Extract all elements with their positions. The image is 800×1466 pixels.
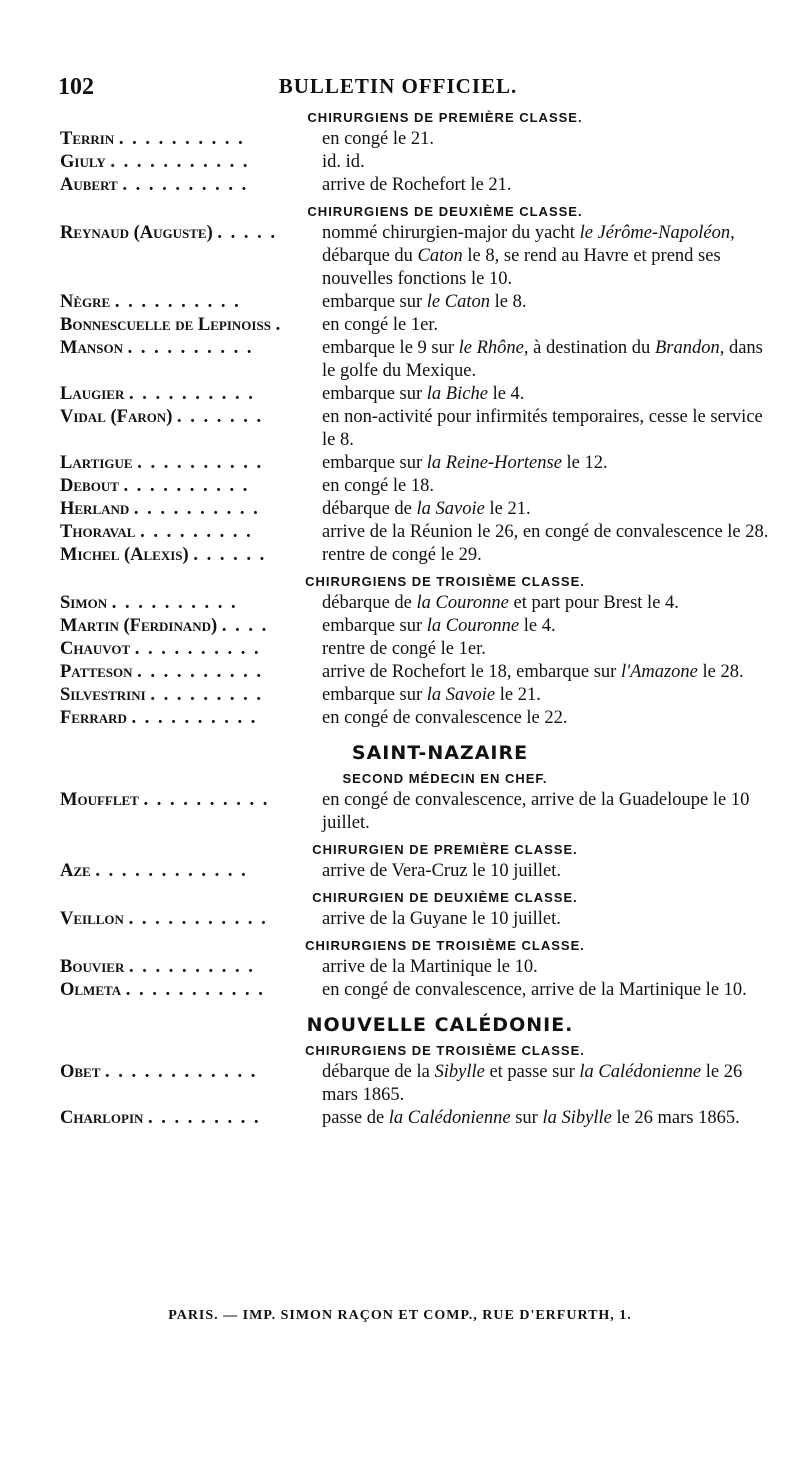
roster-entry bbox=[60, 406, 770, 452]
leader-dots: . . . . . . . . . . bbox=[128, 384, 255, 404]
text-part: en congé de convalescence, arrive de la Guadeloupe le 10 juillet. bbox=[322, 790, 750, 833]
entry-name-column bbox=[60, 684, 322, 707]
ship-name: la Reine-Hortense bbox=[426, 453, 562, 473]
entry-name-column bbox=[60, 1107, 322, 1130]
leader-dots: . . . . . . . . . . . bbox=[128, 909, 268, 929]
text-part: le 21. bbox=[495, 685, 541, 705]
entry-name-column bbox=[60, 707, 322, 730]
ship-name: l'Amazone bbox=[620, 662, 698, 682]
roster-entry bbox=[60, 684, 770, 707]
leader-dots: . . . . . . . . . . bbox=[134, 639, 261, 659]
ship-name: la Sibylle bbox=[542, 1108, 612, 1128]
ship-name: le Jérôme-Napoléon bbox=[579, 223, 731, 243]
roster-entry bbox=[60, 1061, 770, 1107]
roster-section bbox=[60, 1014, 770, 1130]
ship-name: le Rhône bbox=[458, 338, 524, 358]
text-part: embarque sur bbox=[322, 292, 427, 312]
entry-text bbox=[322, 314, 770, 337]
leader-dots: . . . . . . . bbox=[177, 407, 264, 427]
leader-dots: . . . . . . . . . . . bbox=[125, 980, 265, 1000]
text-part: embarque sur bbox=[322, 453, 427, 473]
entry-name-column bbox=[60, 498, 322, 521]
person-name: Olmeta bbox=[60, 980, 122, 1000]
text-part: arrive de la Guyane le 10 juillet. bbox=[322, 909, 561, 929]
ship-name: Caton bbox=[417, 246, 463, 266]
person-name: Terrin bbox=[60, 129, 115, 149]
text-part: , débarque du bbox=[322, 223, 735, 266]
ship-name: la Couronne bbox=[426, 616, 520, 636]
roster-section bbox=[60, 938, 770, 1002]
entry-name-column bbox=[60, 979, 322, 1002]
entry-text bbox=[322, 498, 770, 521]
entry-text bbox=[322, 291, 770, 314]
person-name: Martin (Ferdinand) bbox=[60, 616, 218, 636]
person-name: Patteson bbox=[60, 662, 133, 682]
person-name: Bonnescuelle de Lepinoiss bbox=[60, 315, 271, 335]
person-name: Charlopin bbox=[60, 1108, 144, 1128]
ship-name: la Savoie bbox=[416, 499, 485, 519]
leader-dots: . . . . . . bbox=[193, 545, 267, 565]
roster-entry bbox=[60, 291, 770, 314]
text-part: id. id. bbox=[322, 152, 365, 172]
entry-name-column bbox=[60, 475, 322, 498]
text-part: embarque sur bbox=[322, 384, 427, 404]
entry-name-column bbox=[60, 860, 322, 883]
section-heading: CHIRURGIEN DE DEUXIÈME CLASSE. bbox=[312, 890, 578, 905]
ship-name: la Savoie bbox=[426, 685, 496, 705]
person-name: Simon bbox=[60, 593, 108, 613]
leader-dots: . . . . . . . . . . . bbox=[110, 152, 250, 172]
entry-text bbox=[322, 661, 770, 684]
entry-name-column bbox=[60, 291, 322, 314]
entry-name-column bbox=[60, 956, 322, 979]
roster-entry bbox=[60, 128, 770, 151]
roster-section bbox=[60, 842, 770, 883]
entry-text bbox=[322, 406, 770, 452]
place-heading: SAINT-NAZAIRE bbox=[351, 742, 529, 764]
ship-name: la Calédonienne bbox=[388, 1108, 511, 1128]
leader-dots: . . . . . . . . . . . . bbox=[105, 1062, 258, 1082]
entry-name-column bbox=[60, 314, 322, 337]
roster-entry bbox=[60, 638, 770, 661]
entry-text bbox=[322, 128, 770, 151]
roster-entry bbox=[60, 544, 770, 567]
page-number: 102 bbox=[58, 74, 94, 100]
person-name: Thoraval bbox=[60, 522, 136, 542]
entry-name-column bbox=[60, 452, 322, 475]
leader-dots: . . . . . . . . . bbox=[140, 522, 253, 542]
text-part: le 26 mars 1865. bbox=[611, 1108, 740, 1128]
leader-dots: . . . . . . . . . . bbox=[137, 453, 264, 473]
entry-name-column bbox=[60, 174, 322, 197]
entry-text bbox=[322, 684, 770, 707]
section-heading: CHIRURGIENS DE PREMIÈRE CLASSE. bbox=[307, 110, 583, 125]
entry-name-column bbox=[60, 406, 322, 429]
person-name: Moufflet bbox=[60, 790, 139, 810]
text-part: le 8, se rend au Havre et prend ses nouvelles fonctions le 10. bbox=[322, 246, 721, 289]
section-heading: CHIRURGIENS DE TROISIÈME CLASSE. bbox=[305, 574, 585, 589]
roster-entry bbox=[60, 615, 770, 638]
text-part: embarque sur bbox=[322, 685, 427, 705]
entry-name-column bbox=[60, 337, 322, 360]
roster-entry bbox=[60, 521, 770, 544]
entry-name-column bbox=[60, 521, 322, 544]
entry-text bbox=[322, 337, 770, 383]
ship-name: la Couronne bbox=[416, 593, 509, 613]
text-part: et part pour Brest le 4. bbox=[508, 593, 679, 613]
text-part: le 28. bbox=[697, 662, 744, 682]
leader-dots: . . . . . . . . . . bbox=[137, 662, 263, 682]
entry-text bbox=[322, 1107, 770, 1130]
entry-text bbox=[322, 151, 770, 174]
leader-dots: . . . . . . . . . bbox=[148, 1108, 261, 1128]
printer-imprint: PARIS. — IMP. SIMON RAÇON ET COMP., RUE D'ERFURTH, 1. bbox=[168, 1308, 632, 1323]
entry-name-column bbox=[60, 544, 322, 567]
text-part: le 4. bbox=[487, 384, 525, 404]
person-name: Giuly bbox=[60, 152, 106, 172]
person-name: Aubert bbox=[60, 175, 118, 195]
text-part: rentre de congé le 1er. bbox=[322, 639, 486, 659]
person-name: Veillon bbox=[60, 909, 124, 929]
roster-entry bbox=[60, 860, 770, 883]
roster-entry bbox=[60, 498, 770, 521]
person-name: Ferrard bbox=[60, 708, 127, 728]
person-name: Obet bbox=[60, 1062, 101, 1082]
entry-text bbox=[322, 789, 770, 835]
section-heading: CHIRURGIENS DE TROISIÈME CLASSE. bbox=[305, 938, 585, 953]
roster-entry bbox=[60, 908, 770, 931]
leader-dots: . . . . . . . . . . bbox=[131, 708, 258, 728]
entry-text bbox=[322, 707, 770, 730]
text-part: rentre de congé le 29. bbox=[322, 545, 482, 565]
entry-name-column bbox=[60, 1061, 322, 1084]
roster-entry bbox=[60, 1107, 770, 1130]
text-part: , à destination du bbox=[523, 338, 655, 358]
roster-section bbox=[60, 204, 770, 567]
roster-entry bbox=[60, 789, 770, 835]
text-part: le 21. bbox=[484, 499, 531, 519]
section-heading: CHIRURGIENS DE TROISIÈME CLASSE. bbox=[305, 1043, 585, 1058]
person-name: Reynaud (Auguste) bbox=[60, 223, 213, 243]
person-name: Herland bbox=[60, 499, 130, 519]
text-part: embarque le 9 sur bbox=[322, 338, 459, 358]
roster-entry bbox=[60, 222, 770, 291]
entry-name-column bbox=[60, 151, 322, 174]
text-part: embarque sur bbox=[322, 616, 427, 636]
entry-text bbox=[322, 979, 770, 1002]
roster-entry bbox=[60, 979, 770, 1002]
roster-section bbox=[60, 742, 770, 835]
text-part: passe de bbox=[322, 1108, 389, 1128]
text-part: en congé le 21. bbox=[322, 129, 434, 149]
entry-text bbox=[322, 521, 770, 544]
person-name: Bouvier bbox=[60, 957, 125, 977]
entry-text bbox=[322, 908, 770, 931]
leader-dots: . . . . . . . . . . bbox=[111, 593, 238, 613]
entry-name-column bbox=[60, 128, 322, 151]
text-part: , dans le golfe du Mexique. bbox=[322, 338, 763, 381]
entry-text bbox=[322, 956, 770, 979]
text-part: arrive de Vera-Cruz le 10 juillet. bbox=[322, 861, 562, 881]
roster-entry bbox=[60, 314, 770, 337]
leader-dots: . . . . . . . . . . bbox=[114, 292, 241, 312]
text-part: en congé de convalescence le 22. bbox=[322, 708, 568, 728]
text-part: en congé de convalescence, arrive de la Martinique le 10. bbox=[322, 980, 747, 1000]
text-part: le 4. bbox=[519, 616, 556, 636]
roster-section bbox=[60, 574, 770, 730]
roster-section bbox=[60, 890, 770, 931]
person-name: Nègre bbox=[60, 292, 111, 312]
entry-name-column bbox=[60, 222, 322, 245]
running-title: BULLETIN OFFICIEL. bbox=[278, 74, 518, 98]
entry-name-column bbox=[60, 661, 322, 684]
text-part: arrive de la Martinique le 10. bbox=[322, 957, 538, 977]
text-part: en non-activité pour infirmités temporaires, cesse le service le 8. bbox=[322, 407, 763, 450]
entry-text bbox=[322, 475, 770, 498]
text-part: débarque de bbox=[322, 499, 417, 519]
entry-name-column bbox=[60, 789, 322, 812]
entry-name-column bbox=[60, 615, 322, 638]
entry-name-column bbox=[60, 638, 322, 661]
text-part: et passe sur bbox=[484, 1062, 580, 1082]
text-part: le 8. bbox=[490, 292, 527, 312]
leader-dots: . . . . . . . . . . bbox=[127, 338, 254, 358]
text-part: nommé chirurgien-major du yacht bbox=[322, 223, 580, 243]
entry-text bbox=[322, 222, 770, 291]
text-part: arrive de Rochefort le 18, embarque sur bbox=[322, 662, 621, 682]
entry-text bbox=[322, 592, 770, 615]
entry-text bbox=[322, 638, 770, 661]
leader-dots: . . . . . . . . . . bbox=[143, 790, 270, 810]
entry-text bbox=[322, 615, 770, 638]
roster-section bbox=[60, 110, 770, 197]
roster-entry bbox=[60, 956, 770, 979]
entry-text bbox=[322, 860, 770, 883]
document-body bbox=[60, 110, 770, 1130]
roster-entry bbox=[60, 452, 770, 475]
text-part: arrive de Rochefort le 21. bbox=[322, 175, 512, 195]
leader-dots: . . . . . bbox=[217, 223, 277, 243]
leader-dots: . . . . . . . . . . bbox=[122, 175, 249, 195]
leader-dots: . . . . . . . . . . bbox=[118, 129, 245, 149]
roster-entry bbox=[60, 707, 770, 730]
section-heading: CHIRURGIENS DE DEUXIÈME CLASSE. bbox=[307, 204, 583, 219]
person-name: Lartigue bbox=[60, 453, 133, 473]
text-part: en congé le 18. bbox=[322, 476, 434, 496]
entry-text bbox=[322, 544, 770, 567]
entry-text bbox=[322, 383, 770, 406]
text-part: débarque de bbox=[322, 593, 417, 613]
roster-entry bbox=[60, 592, 770, 615]
person-name: Silvestrini bbox=[60, 685, 146, 705]
leader-dots: . bbox=[275, 315, 283, 335]
section-heading: SECOND MÉDECIN EN CHEF. bbox=[342, 771, 548, 786]
entry-name-column bbox=[60, 592, 322, 615]
leader-dots: . . . . . . . . . . . . bbox=[95, 861, 248, 881]
leader-dots: . . . . bbox=[221, 616, 269, 636]
section-heading: CHIRURGIEN DE PREMIÈRE CLASSE. bbox=[312, 842, 578, 857]
roster-entry bbox=[60, 661, 770, 684]
roster-entry bbox=[60, 383, 770, 406]
text-part: le 26 mars 1865. bbox=[322, 1062, 743, 1105]
ship-name: Sibylle bbox=[434, 1062, 485, 1082]
person-name: Michel (Alexis) bbox=[60, 545, 189, 565]
roster-entry bbox=[60, 174, 770, 197]
person-name: Vidal (Faron) bbox=[60, 407, 173, 427]
ship-name: le Caton bbox=[426, 292, 491, 312]
person-name: Debout bbox=[60, 476, 119, 496]
person-name: Aze bbox=[60, 861, 91, 881]
leader-dots: . . . . . . . . . bbox=[150, 685, 263, 705]
entry-text bbox=[322, 452, 770, 475]
ship-name: la Calédonienne bbox=[579, 1062, 702, 1082]
roster-entry bbox=[60, 151, 770, 174]
leader-dots: . . . . . . . . . . bbox=[133, 499, 260, 519]
text-part: débarque de la bbox=[322, 1062, 435, 1082]
roster-entry bbox=[60, 475, 770, 498]
ship-name: Brandon bbox=[654, 338, 720, 358]
entry-name-column bbox=[60, 383, 322, 406]
roster-entry bbox=[60, 337, 770, 383]
entry-text bbox=[322, 1061, 770, 1107]
leader-dots: . . . . . . . . . . bbox=[123, 476, 250, 496]
place-heading: NOUVELLE CALÉDONIE. bbox=[306, 1014, 574, 1036]
ship-name: la Biche bbox=[426, 384, 488, 404]
text-part: en congé le 1er. bbox=[322, 315, 439, 335]
leader-dots: . . . . . . . . . . bbox=[128, 957, 255, 977]
entry-name-column bbox=[60, 908, 322, 931]
text-part: le 12. bbox=[561, 453, 608, 473]
text-part: sur bbox=[510, 1108, 543, 1128]
page-header bbox=[58, 74, 738, 104]
text-part: arrive de la Réunion le 26, en congé de convalescence le 28. bbox=[322, 522, 769, 542]
person-name: Manson bbox=[60, 338, 123, 358]
entry-text bbox=[322, 174, 770, 197]
person-name: Laugier bbox=[60, 384, 125, 404]
person-name: Chauvot bbox=[60, 639, 131, 659]
